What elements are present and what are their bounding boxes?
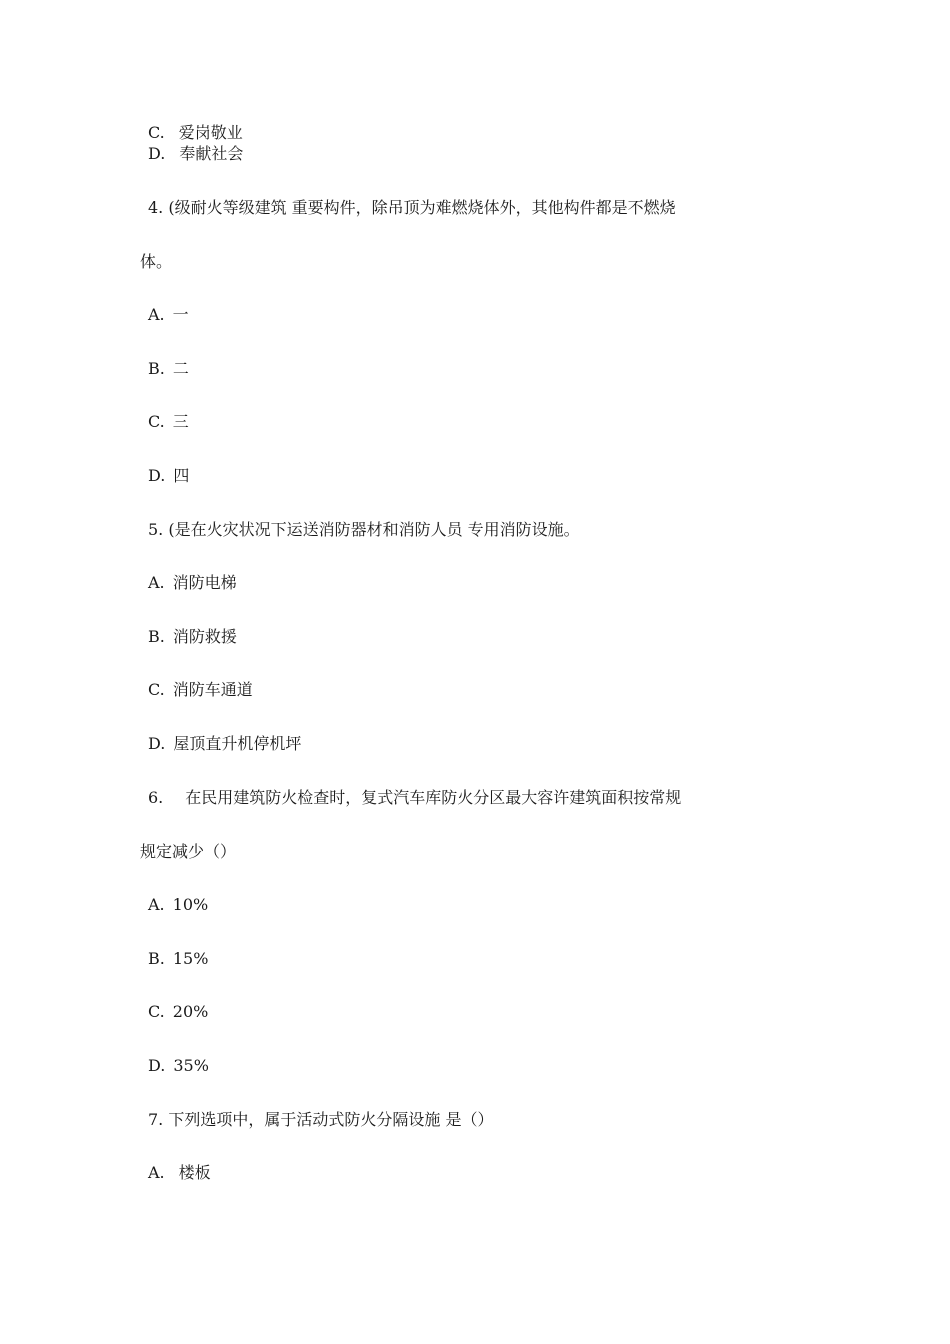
option-text: 10% xyxy=(172,895,209,914)
option-text: 消防车通道 xyxy=(172,680,253,699)
option-text: 楼板 xyxy=(178,1163,211,1182)
q4-option-d xyxy=(148,466,189,486)
option-text: 20% xyxy=(172,1002,209,1021)
option-text: 一 xyxy=(172,305,189,324)
option-text: 消防救援 xyxy=(172,627,237,646)
q6-option-b xyxy=(148,949,208,969)
option-label: A. xyxy=(148,573,165,592)
option-text: 爱岗敬业 xyxy=(178,123,243,142)
q5-option-a xyxy=(148,573,237,593)
option-label: C. xyxy=(148,123,165,142)
option-label: B. xyxy=(148,359,165,378)
q4-stem-line2: 体。 xyxy=(140,252,173,271)
q6-stem-line1 xyxy=(148,788,681,808)
option-label: B. xyxy=(148,949,165,968)
q7-stem: 7. 下列选项中，属于活动式防火分隔设施 是（） xyxy=(148,1110,494,1129)
option-text: 15% xyxy=(172,949,209,968)
option-text: 屋顶直升机停机坪 xyxy=(173,734,302,753)
option-label: C. xyxy=(148,680,165,699)
q4-stem-line1: 4. (级耐火等级建筑 重要构件，除吊顶为难燃烧体外，其他构件都是不燃烧 xyxy=(148,198,676,217)
q6-option-c xyxy=(148,1002,208,1022)
option-text: 二 xyxy=(172,359,189,378)
q4-option-a xyxy=(148,305,189,325)
question-text: 在民用建筑防火检查时，复式汽车库防火分区最大容许建筑面积按常规 xyxy=(185,788,682,807)
option-label: C. xyxy=(148,412,165,431)
q6-option-d xyxy=(148,1056,209,1076)
option-text: 35% xyxy=(173,1056,209,1075)
q4-option-b xyxy=(148,359,189,379)
option-label: A. xyxy=(148,1163,165,1182)
option-label: D. xyxy=(148,144,166,163)
option-label: D. xyxy=(148,1056,166,1075)
q6-stem-line2: 规定减少（） xyxy=(140,842,237,861)
q6-option-a xyxy=(148,895,208,915)
option-text: 消防电梯 xyxy=(172,573,237,592)
option-text: 四 xyxy=(173,466,190,485)
question-number: 6. xyxy=(148,788,164,807)
option-label: D. xyxy=(148,734,166,753)
q3-option-c xyxy=(148,123,243,143)
q5-option-c xyxy=(148,680,253,700)
option-label: A. xyxy=(148,305,165,324)
q4-option-c xyxy=(148,412,189,432)
option-label: C. xyxy=(148,1002,165,1021)
q5-stem: 5. (是在火灾状况下运送消防器材和消防人员 专用消防设施。 xyxy=(148,520,580,539)
option-text: 三 xyxy=(172,412,189,431)
option-text: 奉献社会 xyxy=(179,144,244,163)
q5-option-d xyxy=(148,734,301,754)
q7-option-a xyxy=(148,1163,211,1183)
option-label: A. xyxy=(148,895,165,914)
q3-option-d xyxy=(148,144,243,164)
option-label: D. xyxy=(148,466,166,485)
q5-option-b xyxy=(148,627,237,647)
option-label: B. xyxy=(148,627,165,646)
